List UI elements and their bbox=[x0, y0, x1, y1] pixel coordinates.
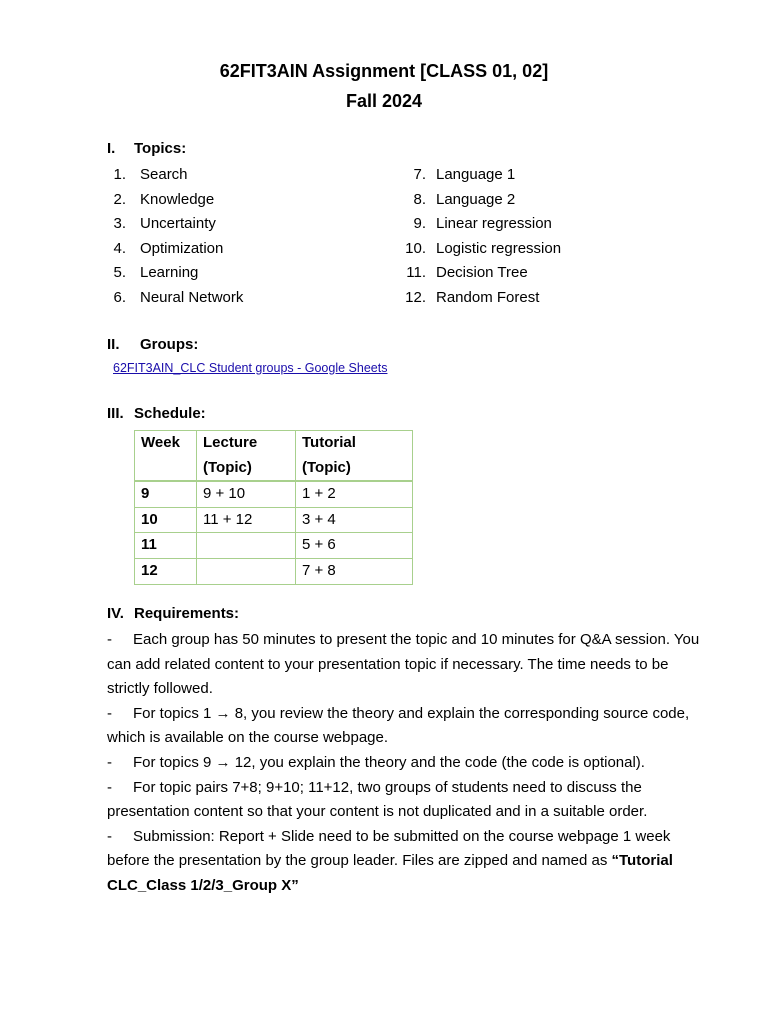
header-lecture bbox=[197, 431, 296, 482]
cell-lecture bbox=[197, 533, 296, 559]
topic-number: 2. bbox=[113, 190, 126, 208]
topic-number: 7. bbox=[413, 166, 426, 183]
section-topics-heading bbox=[107, 140, 186, 157]
topic-item bbox=[107, 188, 243, 213]
requirement-item bbox=[107, 702, 707, 751]
dash-bullet: - bbox=[107, 827, 112, 845]
requirements-list bbox=[107, 628, 707, 899]
section-numeral: II. bbox=[107, 336, 120, 353]
table-row bbox=[135, 507, 413, 533]
topic-text: Linear regression bbox=[436, 215, 552, 233]
topic-text: Neural Network bbox=[140, 288, 244, 306]
section-numeral: I. bbox=[107, 140, 116, 157]
topic-text: Language 2 bbox=[436, 190, 516, 208]
section-groups-heading bbox=[107, 336, 198, 353]
submission-filename: “Tutorial CLC_Class 1/2/3_Group X” bbox=[107, 852, 673, 894]
header-lecture-line1: Lecture bbox=[203, 434, 258, 451]
topic-number: 11. bbox=[406, 264, 426, 282]
topic-text: Decision Tree bbox=[436, 264, 528, 282]
cell-week: 12 bbox=[135, 558, 197, 584]
cell-lecture: 9 + 10 bbox=[197, 481, 296, 507]
topic-number: 8. bbox=[413, 190, 426, 208]
section-numeral: IV. bbox=[107, 605, 124, 622]
topic-number: 3. bbox=[113, 215, 126, 233]
topic-item bbox=[107, 212, 243, 237]
topic-item bbox=[401, 188, 561, 213]
dash-bullet: - bbox=[107, 631, 112, 648]
topic-text: Random Forest bbox=[436, 288, 540, 306]
requirement-text: For topic pairs 7+8; 9+10; 11+12, two groups of students need to discuss the presentation content so that your content is not duplicated and in a suitable order. bbox=[107, 778, 648, 821]
assignment-title: 62FIT3AIN Assignment [CLASS 01, 02] bbox=[219, 61, 549, 81]
topics-list-left bbox=[107, 163, 243, 311]
header-lecture-line2: (Topic) bbox=[203, 458, 252, 476]
topic-number: 1. bbox=[113, 166, 126, 183]
topic-item bbox=[107, 163, 243, 188]
topics-list-right bbox=[401, 163, 561, 311]
topic-item bbox=[107, 237, 243, 262]
section-label: Schedule: bbox=[134, 405, 206, 422]
header-tutorial-line2: (Topic) bbox=[302, 458, 351, 476]
submission-text: Submission: Report + Slide need to be submitted on the course webpage 1 week before the presentation by the group leader. Files are zipped and named as bbox=[107, 827, 671, 870]
section-label: Groups: bbox=[140, 336, 199, 353]
table-row bbox=[135, 481, 413, 507]
section-schedule-heading bbox=[107, 405, 206, 422]
header-week bbox=[135, 431, 197, 482]
topic-number: 4. bbox=[113, 239, 126, 257]
cell-lecture: 11 + 12 bbox=[197, 507, 296, 533]
cell-tutorial: 1 + 2 bbox=[296, 481, 413, 507]
topic-item bbox=[107, 286, 243, 311]
topic-number: 6. bbox=[113, 288, 126, 306]
requirement-text: For topics 1 → 8, you review the theory and explain the corresponding source code, which is available on the course webpage. bbox=[107, 704, 690, 747]
header-tutorial bbox=[296, 431, 413, 482]
document-title bbox=[0, 56, 768, 116]
topic-number: 9. bbox=[413, 215, 426, 233]
cell-lecture bbox=[197, 558, 296, 584]
table-row bbox=[135, 558, 413, 584]
schedule-table bbox=[134, 430, 413, 585]
dash-bullet: - bbox=[107, 704, 112, 722]
topic-item bbox=[401, 212, 561, 237]
topic-item bbox=[107, 261, 243, 286]
topic-number: 10. bbox=[405, 239, 426, 257]
topic-text: Knowledge bbox=[140, 190, 215, 208]
topic-number: 12. bbox=[405, 288, 426, 306]
requirement-item bbox=[107, 751, 707, 776]
requirement-item bbox=[107, 628, 707, 702]
section-numeral: III. bbox=[107, 405, 124, 422]
topic-item bbox=[401, 163, 561, 188]
cell-tutorial: 5 + 6 bbox=[296, 533, 413, 559]
cell-week: 10 bbox=[135, 507, 197, 533]
requirement-text: Each group has 50 minutes to present the topic and 10 minutes for Q&A session. You can add related content to your presentation topic if necessary. The time needs to be strictly followed. bbox=[107, 631, 700, 698]
dash-bullet: - bbox=[107, 778, 112, 796]
requirement-item bbox=[107, 776, 707, 825]
topic-text: Learning bbox=[140, 264, 199, 282]
topic-text: Search bbox=[140, 166, 188, 183]
section-label: Topics: bbox=[134, 140, 187, 157]
cell-tutorial: 3 + 4 bbox=[296, 507, 413, 533]
section-label: Requirements: bbox=[134, 605, 240, 622]
header-week-text: Week bbox=[141, 434, 180, 451]
table-header-row bbox=[135, 431, 413, 482]
topic-text: Logistic regression bbox=[436, 239, 562, 257]
cell-tutorial: 7 + 8 bbox=[296, 558, 413, 584]
student-groups-link[interactable]: 62FIT3AIN_CLC Student groups - Google Sheets bbox=[113, 361, 388, 375]
topic-number: 5. bbox=[113, 264, 126, 282]
table-row bbox=[135, 533, 413, 559]
section-requirements-heading bbox=[107, 605, 239, 622]
topic-item bbox=[401, 286, 561, 311]
requirement-item bbox=[107, 825, 707, 899]
topic-item bbox=[401, 261, 561, 286]
requirement-text: For topics 9 → 12, you explain the theory and the code (the code is optional). bbox=[133, 753, 645, 771]
topic-text: Uncertainty bbox=[140, 215, 216, 233]
dash-bullet: - bbox=[107, 753, 112, 771]
header-tutorial-line1: Tutorial bbox=[302, 434, 356, 451]
topic-text: Optimization bbox=[140, 239, 224, 257]
topic-item bbox=[401, 237, 561, 262]
cell-week: 11 bbox=[135, 533, 197, 559]
cell-week: 9 bbox=[135, 481, 197, 507]
topic-text: Language 1 bbox=[436, 166, 516, 183]
semester-title: Fall 2024 bbox=[345, 91, 423, 111]
